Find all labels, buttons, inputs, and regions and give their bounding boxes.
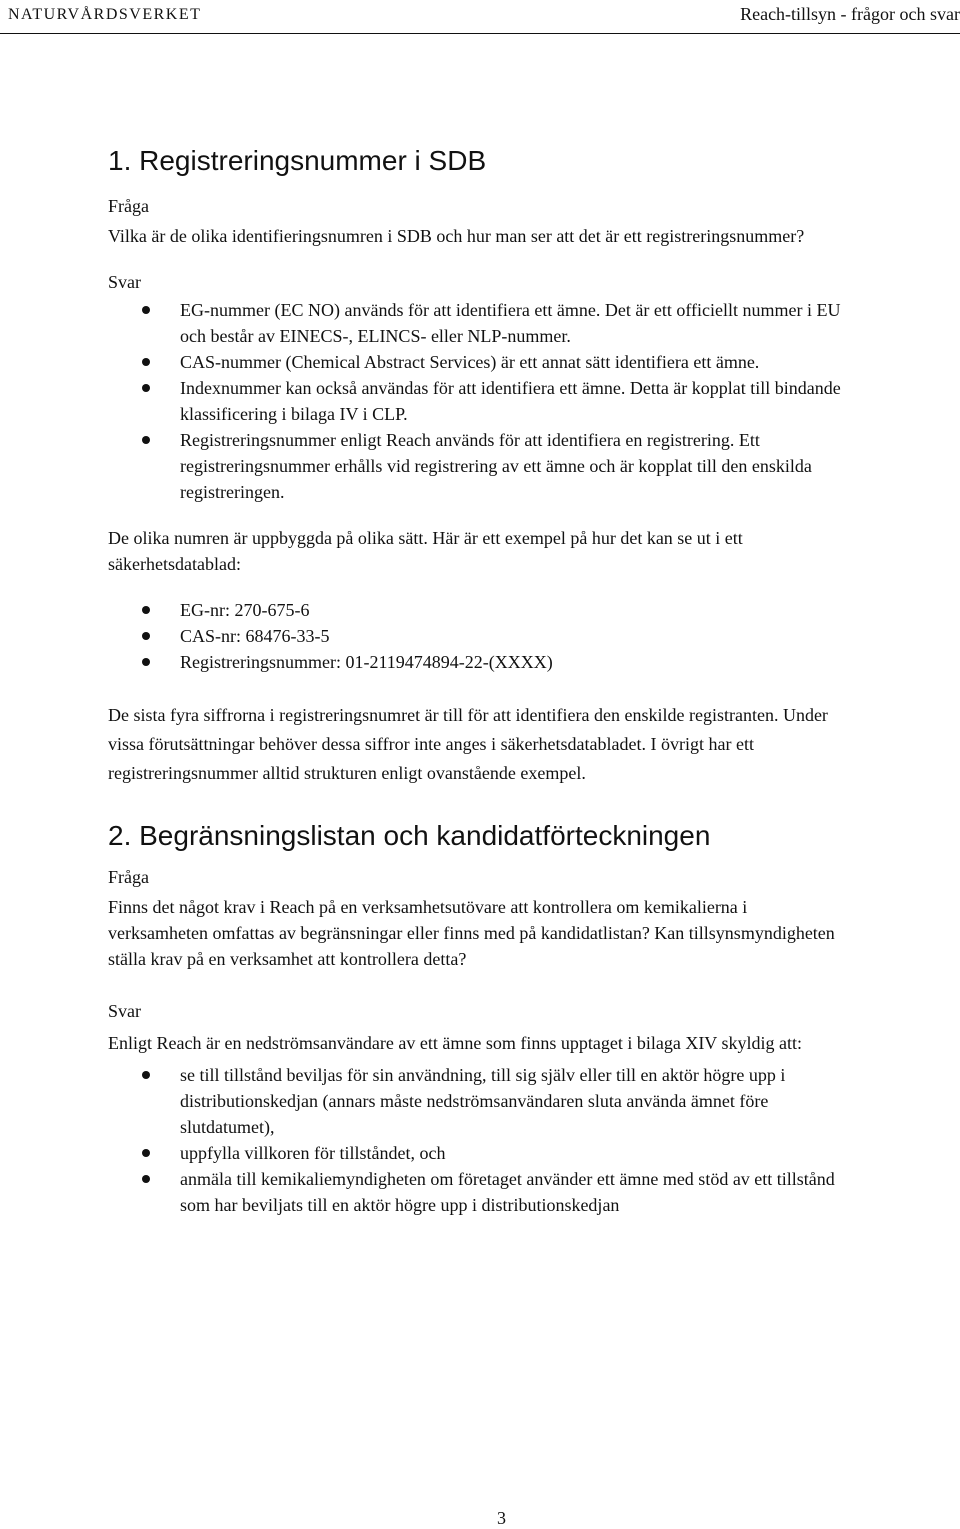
question-label: Fråga xyxy=(108,867,149,887)
answer-label: Svar xyxy=(108,272,141,292)
list-item: CAS-nummer (Chemical Abstract Services) är ett annat sätt identifiera ett ämne. xyxy=(108,349,848,375)
list-item: uppfylla villkoren för tillståndet, och xyxy=(108,1140,848,1166)
list-item: EG-nr: 270-675-6 xyxy=(108,597,848,623)
page-number: 3 xyxy=(497,1508,506,1528)
question-label: Fråga xyxy=(108,196,149,216)
list-item: Registreringsnummer: 01-2119474894-22-(XXXX) xyxy=(108,649,848,675)
answer-intro: Enligt Reach är en nedströmsanvändare av ett ämne som finns upptaget i bilaga XIV skyldig att: xyxy=(108,1033,802,1053)
question-text: Vilka är de olika identifieringsnumren i SDB och hur man ser att det är ett registreringsnummer? xyxy=(108,226,805,246)
list-item: anmäla till kemikaliemyndigheten om företaget använder ett ämne med stöd av ett tillstånd som har beviljats till en aktör högre upp i distributionskedjan xyxy=(108,1166,848,1218)
closing-paragraph: De sista fyra siffrorna i registreringsnumret är till för att identifiera den enskilde registranten. Under vissa förutsättningar behöver dessa siffror inte anges i säkerhetsdatabladet. I övrigt har ett registreringsnummer alltid strukturen enligt ovanstående exempel. xyxy=(108,705,828,783)
list-item: EG-nummer (EC NO) används för att identifiera ett ämne. Det är ett officiellt nummer i EU och består av EINECS-, ELINCS- eller NLP-nummer. xyxy=(108,297,848,349)
list-item: CAS-nr: 68476-33-5 xyxy=(108,623,848,649)
page-content xyxy=(108,141,848,1218)
example-list xyxy=(108,597,848,675)
question-text: Finns det något krav i Reach på en verksamhetsutövare att kontrollera om kemikalierna i verksamheten omfattas av begränsningar eller finns med på kandidatlistan? Kan tillsynsmyndigheten ställa krav på en verksamhet att kontrollera detta? xyxy=(108,897,835,969)
example-intro: De olika numren är uppbyggda på olika sätt. Här är ett exempel på hur det kan se ut i ett säkerhetsdatablad: xyxy=(108,528,743,574)
list-item: Registreringsnummer enligt Reach används för att identifiera en registrering. Ett registreringsnummer erhålls vid registrering av ett ämne och är kopplat till den enskilda registreringen. xyxy=(108,427,848,505)
header-divider xyxy=(0,33,960,34)
section-heading: 1. Registreringsnummer i SDB xyxy=(108,145,487,176)
section-heading: 2. Begränsningslistan och kandidatförteckningen xyxy=(108,820,711,851)
page-header xyxy=(0,0,960,34)
answer-list xyxy=(108,1062,848,1218)
answer-label: Svar xyxy=(108,1001,141,1021)
list-item: se till tillstånd beviljas för sin användning, till sig själv eller till en aktör högre upp i distributionskedjan (annars måste nedströmsanvändaren sluta använda ämnet före slutdatumet), xyxy=(108,1062,848,1140)
answer-list xyxy=(108,297,848,505)
brand-name: NATURVÅRDSVERKET xyxy=(8,6,202,23)
document-title: Reach-tillsyn - frågor och svar xyxy=(740,4,960,24)
list-item: Indexnummer kan också användas för att identifiera ett ämne. Detta är kopplat till bindande klassificering i bilaga IV i CLP. xyxy=(108,375,848,427)
